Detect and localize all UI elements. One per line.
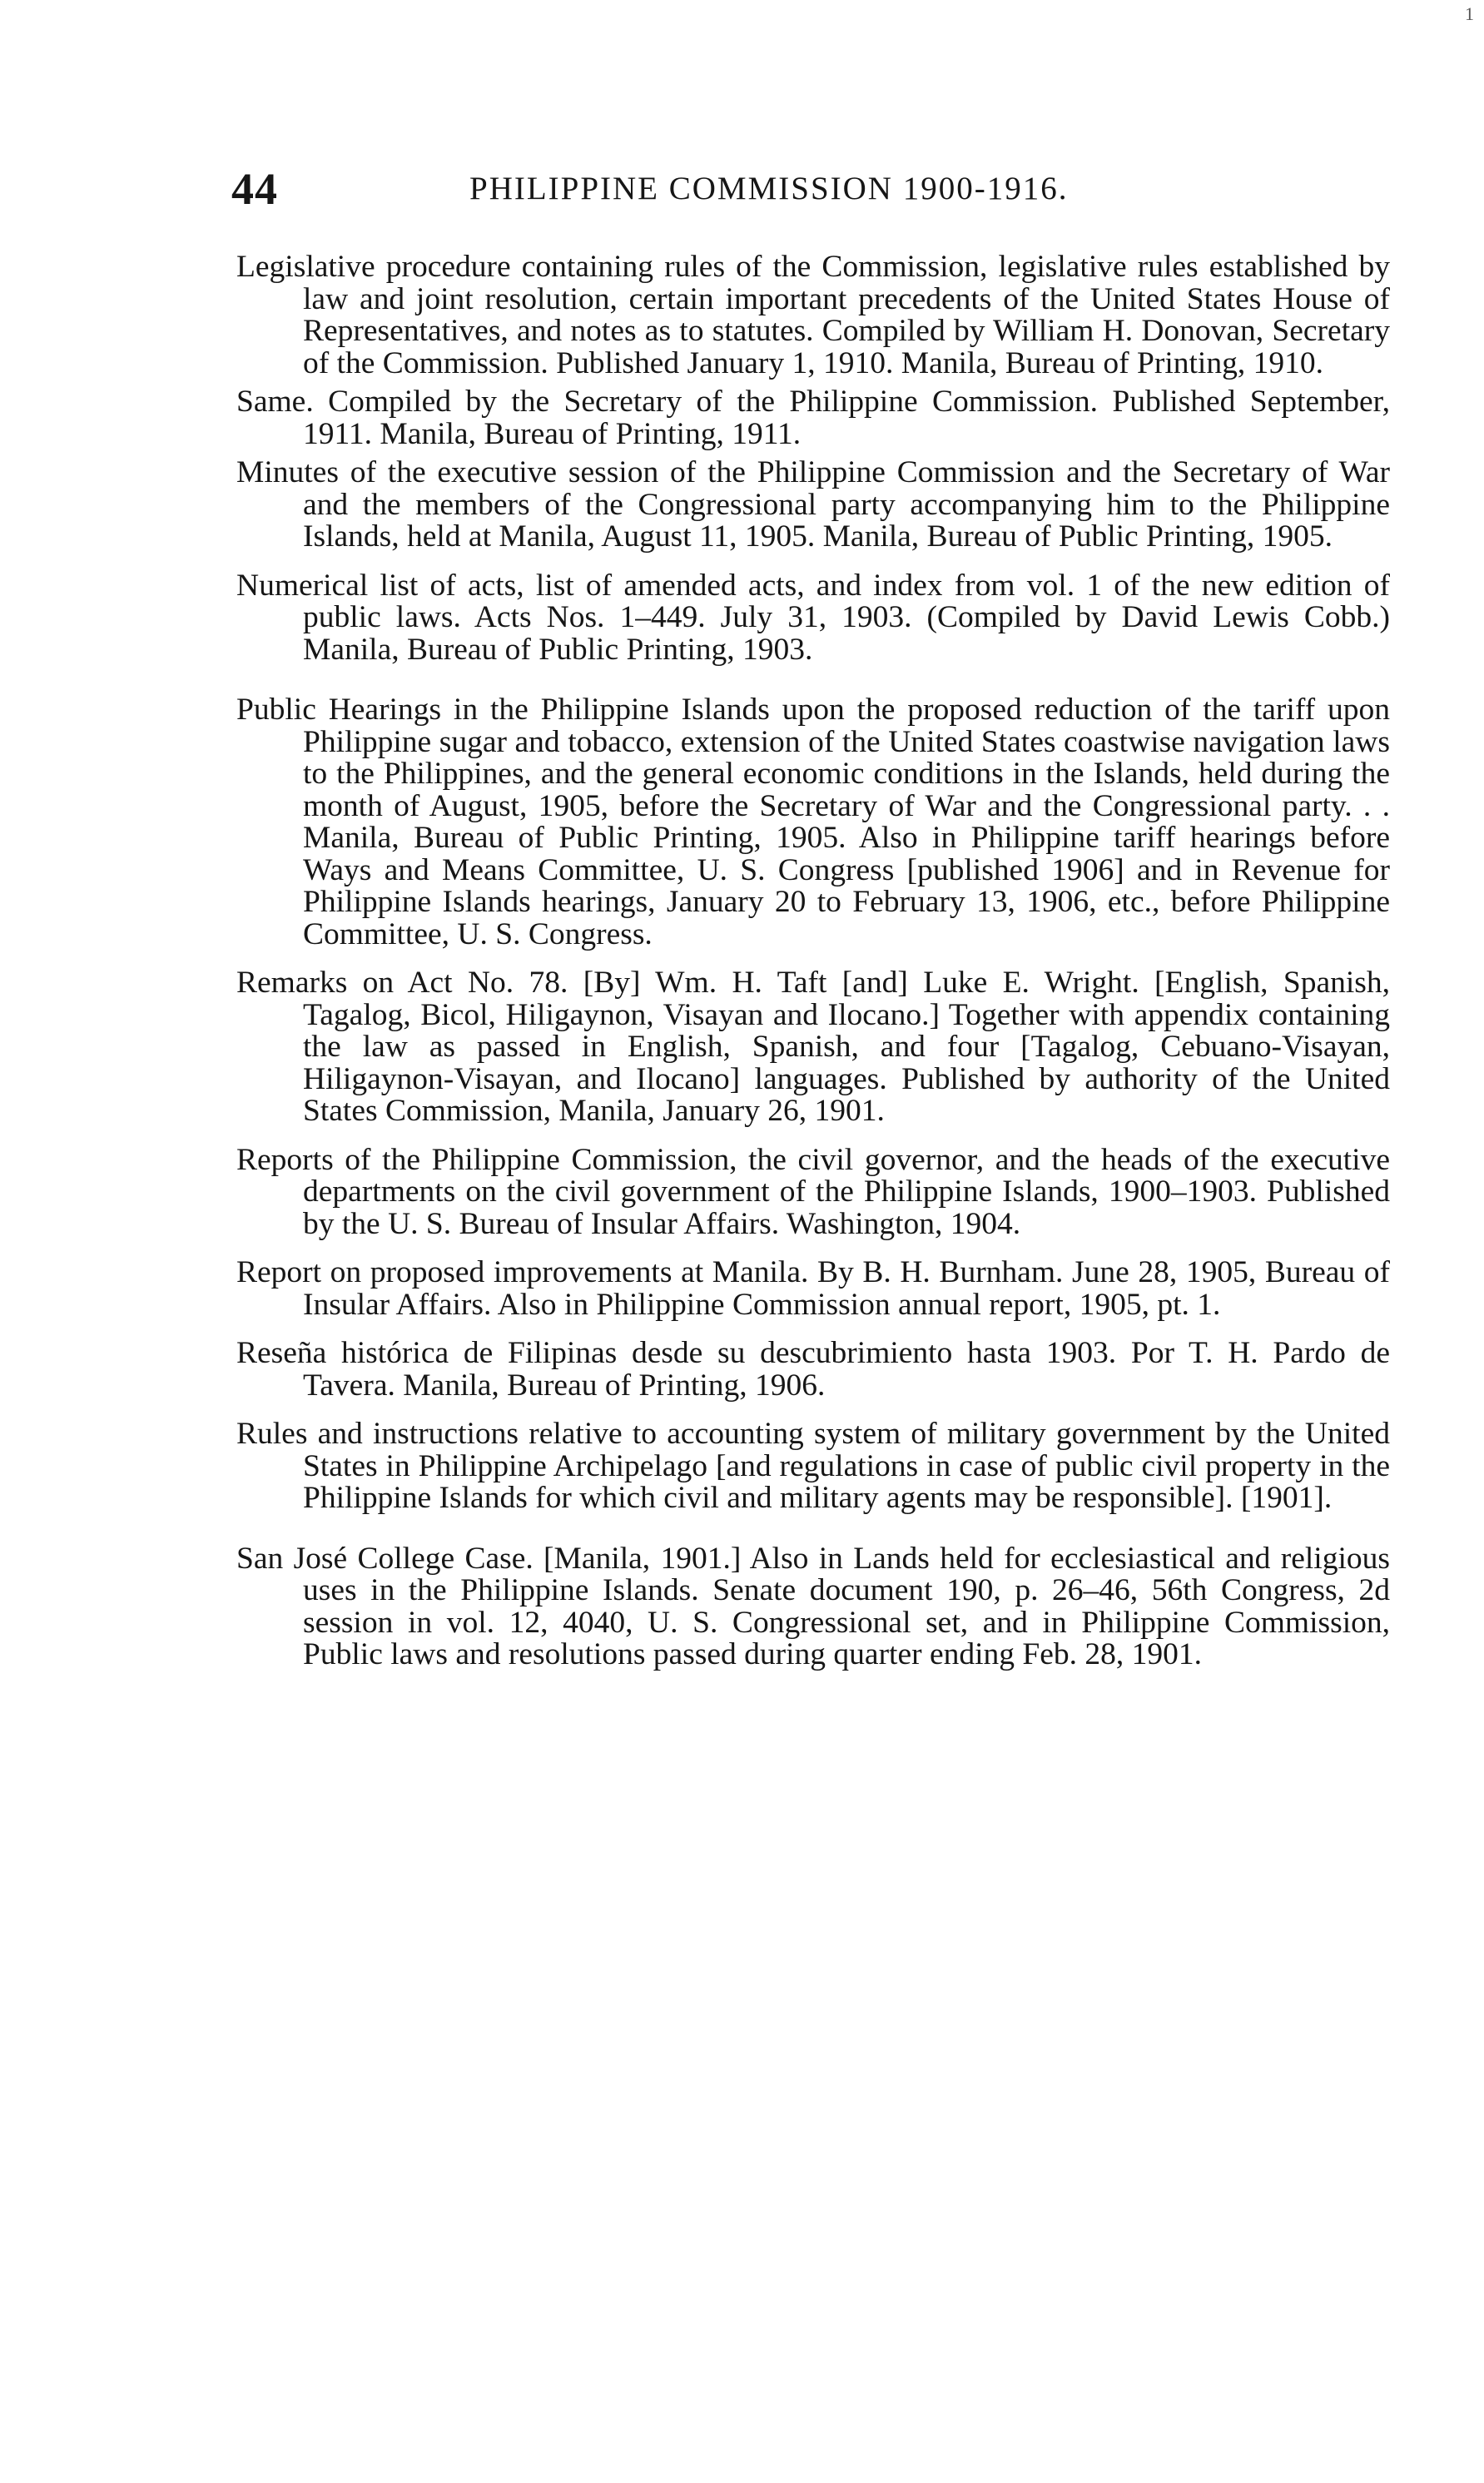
bibliography-entry: Report on proposed improvements at Manila. By B. H. Burnham. June 28, 1905, Bureau of Insular Affairs. Also in Philippine Commission annual report, 1905, pt. 1. [236,1255,1390,1322]
running-head: PHILIPPINE COMMISSION 1900-1916. [469,171,1069,206]
bibliography-entry: Numerical list of acts, list of amended acts, and index from vol. 1 of the new edition of public laws. Acts Nos. 1–449. July 31, 1903. (Compiled by David Lewis Cobb.) Manila, Bureau of Public Printing, 1903. [236,568,1390,667]
bibliography-entry: Reseña histórica de Filipinas desde su descubrimiento hasta 1903. Por T. H. Pardo de Tavera. Manila, Bureau of Printing, 1906. [236,1336,1390,1403]
bibliography-entry: Public Hearings in the Philippine Islands upon the proposed reduction of the tariff upon Philippine sugar and tobacco, extension of the United States coastwise navigation laws to the Philippines, and the general economic conditions in the Islands, held during the month of August, 1905, before the Secretary of War and the Congressional party. . . Manila, Bureau of Public Printing, 1905. Also in Philippine tariff hearings before Ways and Means Committee, U. S. Congress [published 1906] and in Revenue for Philippine Islands hearings, January 20 to February 13, 1906, etc., before Philippine Committee, U. S. Congress. [236,693,1390,951]
bibliography-entry: San José College Case. [Manila, 1901.] Also in Lands held for ecclesiastical and religious uses in the Philippine Islands. Senate document 190, p. 26–46, 56th Congress, 2d session in vol. 12, 4040, U. S. Congressional set, and in Philippine Commission, Public laws and resolutions passed during quarter ending Feb. 28, 1901. [236,1541,1390,1671]
bibliography-entry: Legislative procedure containing rules of the Commission, legislative rules established by law and joint resolution, certain important precedents of the United States House of Representatives, and notes as to statutes. Compiled by William H. Donovan, Secretary of the Commission. Published January 1, 1910. Manila, Bureau of Printing, 1910. [236,250,1390,380]
bibliography-entry: Minutes of the executive session of the Philippine Commission and the Secretary of War and the members of the Congressional party accompanying him to the Philippine Islands, held at Manila, August 11, 1905. Manila, Bureau of Public Printing, 1905. [236,455,1390,554]
bibliography-list [236,251,1390,1688]
bibliography-entry: Reports of the Philippine Commission, the civil governor, and the heads of the executive departments on the civil government of the Philippine Islands, 1900–1903. Published by the U. S. Bureau of Insular Affairs. Washington, 1904. [236,1142,1390,1241]
corner-mark: 1 [1465,3,1474,24]
bibliography-entry: Rules and instructions relative to accounting system of military government by the United States in Philippine Archipelago [and regulations in case of public civil property in the Philippine Islands for which civil and military agents may be responsible]. [1901]. [236,1417,1390,1515]
bibliography-entry: Remarks on Act No. 78. [By] Wm. H. Taft [and] Luke E. Wright. [English, Spanish, Tagalog, Bicol, Hiligaynon, Visayan and Ilocano.] Together with appendix containing the law as passed in English, Spanish, and four [Tagalog, Cebuano-Visayan, Hiligaynon-Visayan, and Ilocano] languages. Published by authority of the United States Commission, Manila, January 26, 1901. [236,966,1390,1128]
page-header [231,163,1313,221]
bibliography-entry: Same. Compiled by the Secretary of the Philippine Commission. Published September, 1911. Manila, Bureau of Printing, 1911. [236,385,1390,451]
page-number: 44 [231,164,278,214]
